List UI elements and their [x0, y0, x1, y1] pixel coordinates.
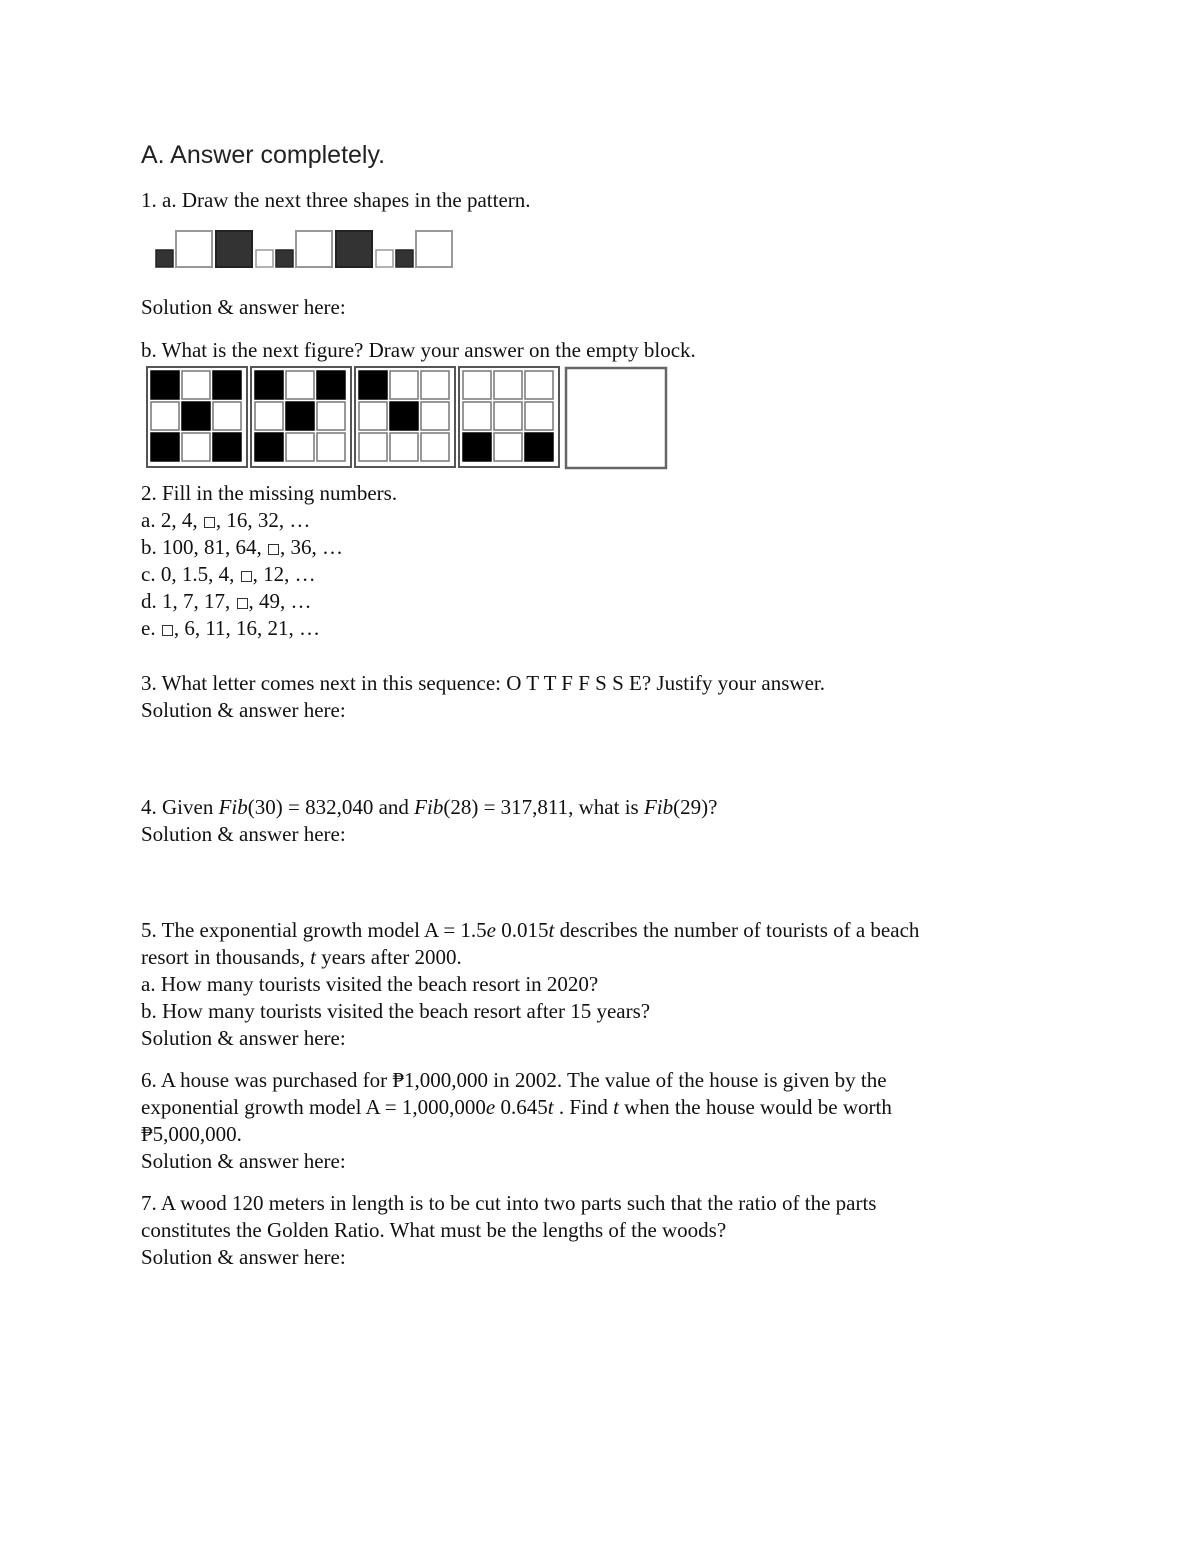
blank-box[interactable] — [204, 517, 215, 528]
grid-cell-white — [525, 371, 553, 399]
grid-cell-white — [463, 402, 491, 430]
grid-cell-white — [494, 433, 522, 461]
q1a-solution-label: Solution & answer here: — [141, 295, 346, 319]
grid-cell-white — [151, 402, 179, 430]
grid-cell-white — [255, 402, 283, 430]
q7-line-1: 7. A wood 120 meters in length is to be cut into two parts such that the ratio of the parts — [141, 1191, 877, 1215]
q5-solution-label: Solution & answer here: — [141, 1026, 346, 1050]
grid-cell-white — [317, 402, 345, 430]
grid-cell-white — [494, 371, 522, 399]
grid-figure-4 — [459, 367, 559, 467]
q6-solution-label: Solution & answer here: — [141, 1149, 346, 1173]
pattern-shape-big-white — [296, 231, 332, 267]
pattern-shape-big-black — [336, 231, 372, 267]
grid-cell-white — [390, 433, 418, 461]
pattern-shape-big-black — [216, 231, 252, 267]
grid-cell-white — [213, 402, 241, 430]
grid-cell-black — [151, 433, 179, 461]
pattern-shape-small-black — [276, 250, 293, 267]
grid-cell-black — [213, 433, 241, 461]
grid-cell-white — [182, 371, 210, 399]
grid-cell-white — [525, 402, 553, 430]
q2-item-e: e. , 6, 11, 16, 21, … — [141, 616, 321, 640]
grid-cell-white — [421, 402, 449, 430]
grid-cell-white — [359, 433, 387, 461]
q7-line-2: constitutes the Golden Ratio. What must be the lengths of the woods? — [141, 1218, 727, 1242]
blank-box[interactable] — [162, 625, 173, 636]
grid-cell-white — [286, 433, 314, 461]
grid-cell-white — [359, 402, 387, 430]
grid-cell-black — [182, 402, 210, 430]
grid-cell-white — [421, 433, 449, 461]
q2-item-c: c. 0, 1.5, 4, , 12, … — [141, 562, 316, 586]
pattern-shape-small-black — [396, 250, 413, 267]
q2-item-b: b. 100, 81, 64, , 36, … — [141, 535, 343, 559]
q5-part-a: a. How many tourists visited the beach resort in 2020? — [141, 972, 599, 996]
grid-cell-white — [421, 371, 449, 399]
grid-cell-black — [255, 371, 283, 399]
q1a-shape-pattern — [150, 226, 495, 272]
q5-line-2: resort in thousands, t years after 2000. — [141, 945, 462, 969]
pattern-shape-big-white — [176, 231, 212, 267]
q1a-text: 1. a. Draw the next three shapes in the pattern. — [141, 188, 531, 212]
pattern-shape-small-white — [376, 250, 393, 267]
grid-figure-1 — [147, 367, 247, 467]
q7-solution-label: Solution & answer here: — [141, 1245, 346, 1269]
q6-line-2: exponential growth model A = 1,000,000e 0.645t . Find t when the house would be worth — [141, 1095, 892, 1119]
grid-cell-white — [286, 371, 314, 399]
grid-cell-black — [525, 433, 553, 461]
q3-text: 3. What letter comes next in this sequence: O T T F F S S E? Justify your answer. — [141, 671, 825, 695]
grid-cell-white — [494, 402, 522, 430]
pattern-shape-small-white — [256, 250, 273, 267]
grid-cell-white — [390, 371, 418, 399]
q2-item-a: a. 2, 4, , 16, 32, … — [141, 508, 311, 532]
grid-cell-black — [213, 371, 241, 399]
q6-line-3: ₱5,000,000. — [141, 1122, 242, 1146]
q2-title: 2. Fill in the missing numbers. — [141, 481, 398, 505]
q3-solution-label: Solution & answer here: — [141, 698, 346, 722]
q6-line-1: 6. A house was purchased for ₱1,000,000 in 2002. The value of the house is given by the — [141, 1068, 887, 1092]
grid-cell-black — [317, 371, 345, 399]
q1b-text: b. What is the next figure? Draw your answer on the empty block. — [141, 338, 696, 362]
q2-item-d: d. 1, 7, 17, , 49, … — [141, 589, 312, 613]
q5-line-1: 5. The exponential growth model A = 1.5e 0.015t describes the number of tourists of a beach — [141, 918, 920, 942]
grid-figure-2 — [251, 367, 351, 467]
grid-cell-black — [359, 371, 387, 399]
section-title: A. Answer completely. — [141, 141, 386, 169]
pattern-shape-small-black — [156, 250, 173, 267]
blank-box[interactable] — [241, 571, 252, 582]
grid-cell-white — [182, 433, 210, 461]
q5-part-b: b. How many tourists visited the beach resort after 15 years? — [141, 999, 651, 1023]
grid-cell-black — [255, 433, 283, 461]
grid-figure-3 — [355, 367, 455, 467]
q4-text: 4. Given Fib(30) = 832,040 and Fib(28) = 317,811, what is Fib(29)? — [141, 795, 718, 819]
grid-cell-white — [317, 433, 345, 461]
blank-box[interactable] — [237, 598, 248, 609]
q1b-grid-pattern — [146, 366, 672, 472]
grid-cell-white — [463, 371, 491, 399]
grid-cell-black — [390, 402, 418, 430]
answer-empty-block[interactable] — [566, 368, 666, 468]
pattern-shape-big-white — [416, 231, 452, 267]
grid-cell-black — [286, 402, 314, 430]
grid-cell-black — [151, 371, 179, 399]
blank-box[interactable] — [268, 544, 279, 555]
grid-cell-black — [463, 433, 491, 461]
q4-solution-label: Solution & answer here: — [141, 822, 346, 846]
